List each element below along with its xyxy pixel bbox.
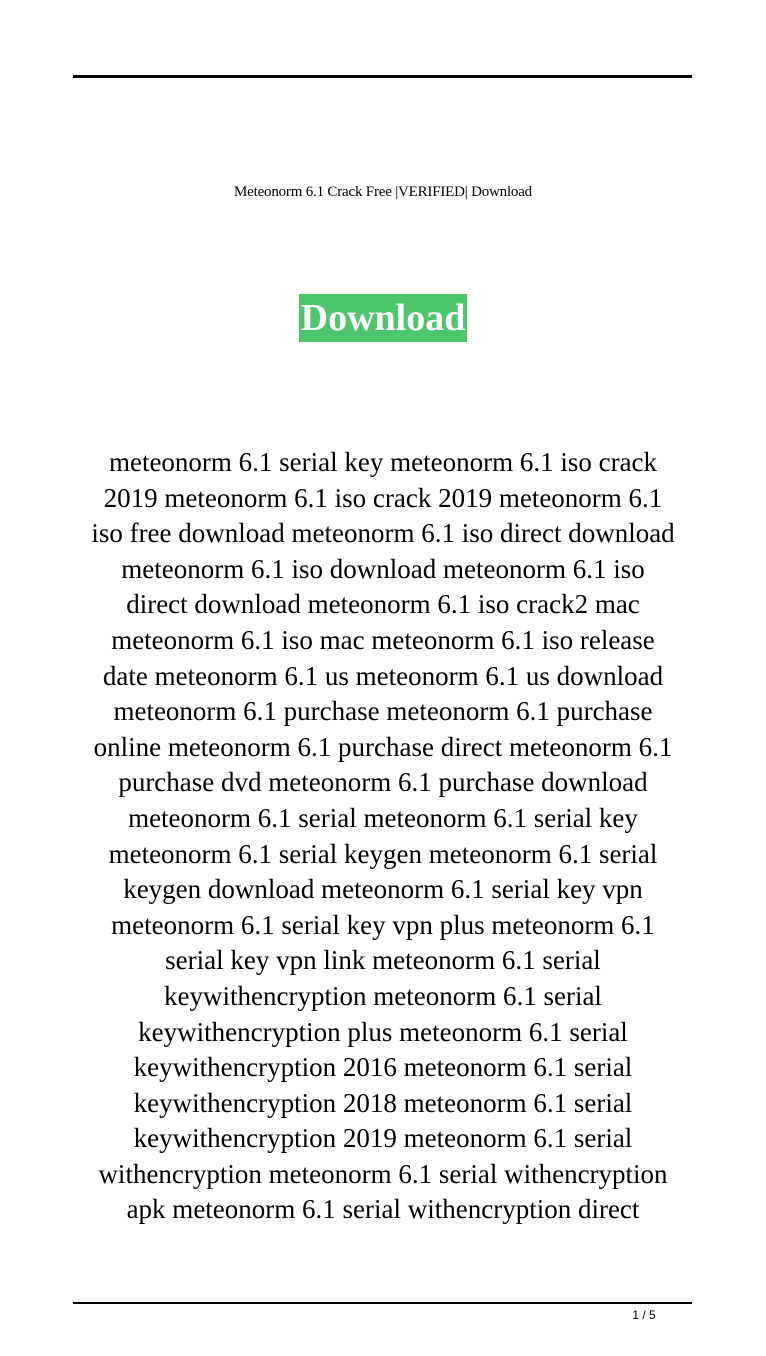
download-container <box>0 294 766 342</box>
body-line: meteonorm 6.1 serial key meteonorm 6.1 iso crack <box>108 447 658 477</box>
page-indicator: 1 / 5 <box>632 1308 656 1322</box>
top-rule <box>73 75 692 78</box>
body-line: direct download meteonorm 6.1 iso crack2 mac <box>126 589 640 620</box>
body-line: serial key vpn link meteonorm 6.1 serial <box>165 945 601 976</box>
body-line: meteonorm 6.1 serial keygen meteonorm 6.1 serial <box>108 838 658 869</box>
body-line: date meteonorm 6.1 us meteonorm 6.1 us download <box>102 660 664 691</box>
body-line: withencryption meteonorm 6.1 serial withencryption <box>98 1158 668 1189</box>
document-title: Meteonorm 6.1 Crack Free |VERIFIED| Download <box>234 184 532 200</box>
body-line: 2019 meteonorm 6.1 iso crack 2019 meteonorm 6.1 <box>103 482 663 513</box>
body-line: meteonorm 6.1 iso mac meteonorm 6.1 iso release <box>111 624 655 655</box>
body-paragraph <box>70 445 696 1228</box>
body-line: apk meteonorm 6.1 serial withencryption direct <box>126 1194 640 1225</box>
body-line: keywithencryption plus meteonorm 6.1 serial <box>138 1016 628 1047</box>
body-line: meteonorm 6.1 serial meteonorm 6.1 serial key <box>128 802 638 833</box>
body-line: meteonorm 6.1 purchase meteonorm 6.1 purchase <box>113 696 653 727</box>
body-line: keywithencryption 2018 meteonorm 6.1 serial <box>133 1087 633 1118</box>
body-line: purchase dvd meteonorm 6.1 purchase download <box>118 767 648 798</box>
body-line: keywithencryption 2019 meteonorm 6.1 serial <box>133 1123 633 1154</box>
bottom-rule <box>73 1302 692 1304</box>
body-line: keywithencryption meteonorm 6.1 serial <box>164 980 602 1011</box>
body-line: meteonorm 6.1 serial key vpn plus meteonorm 6.1 <box>111 909 655 940</box>
body-line: online meteonorm 6.1 purchase direct meteonorm 6.1 <box>93 731 673 762</box>
body-line: meteonorm 6.1 iso download meteonorm 6.1 iso <box>121 553 645 584</box>
body-line: keygen download meteonorm 6.1 serial key vpn <box>123 874 643 905</box>
body-line: iso free download meteonorm 6.1 iso direct download <box>91 518 675 549</box>
download-button[interactable]: Download <box>299 294 468 342</box>
body-line: keywithencryption 2016 meteonorm 6.1 serial <box>133 1052 633 1083</box>
